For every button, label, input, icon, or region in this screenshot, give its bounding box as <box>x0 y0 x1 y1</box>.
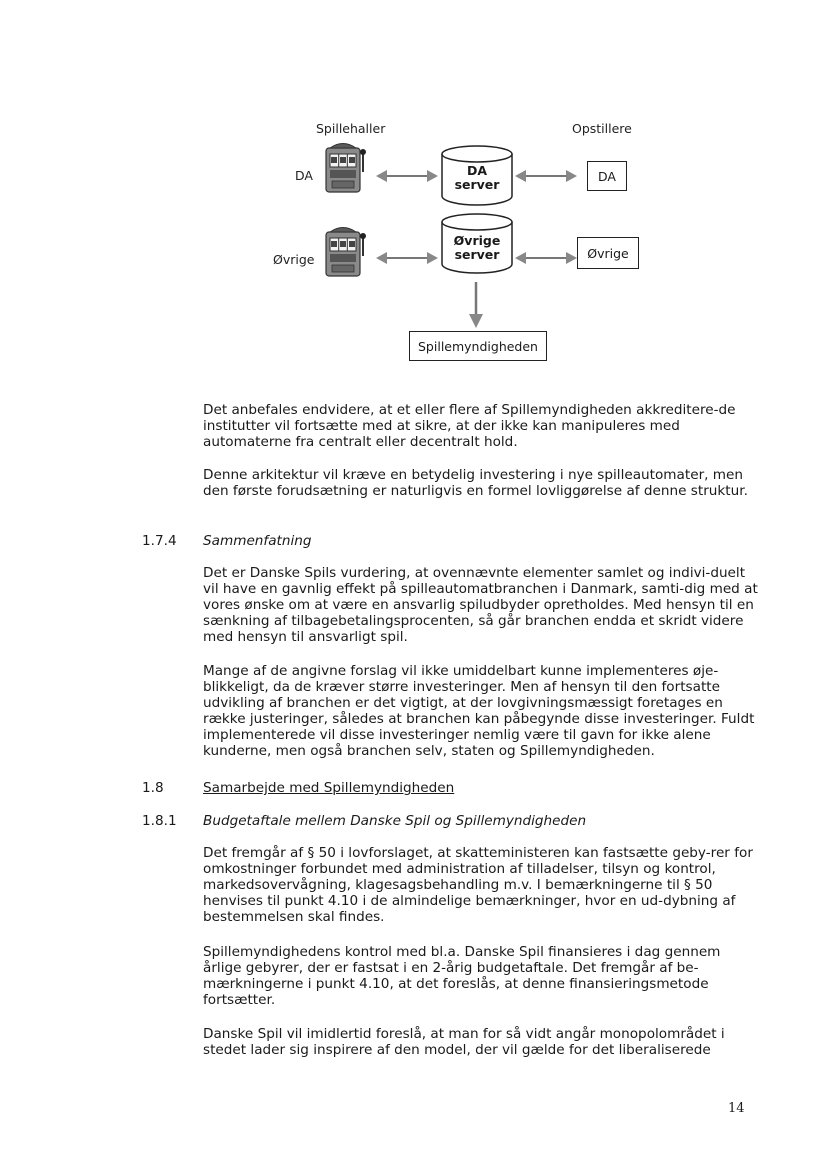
paragraph: Denne arkitektur vil kræve en betydelig investering i nye spilleautomater, men den første forudsætning er naturligvis en formel lovliggørelse af denne struktur. <box>203 467 748 499</box>
section-title: Sammenfatning <box>203 533 312 549</box>
paragraph: Det er Danske Spils vurdering, at ovennævnte elementer samlet og indivi-duelt vil have en gavnlig effekt på spilleautomatbranchen i Danmark, samti-dig med at vores ønske om at være en ansvarlig spiludbyder opretholdes. Med hensyn til en sænkning af tilbagebetalingsprocenten, så går branchen endda et skridt videre med hensyn til ansvarligt spil. <box>203 565 758 645</box>
page-number: 14 <box>728 1101 745 1116</box>
server-ovrige-label: Øvrige server <box>453 233 501 262</box>
row-label-ovrige: Øvrige <box>273 252 315 267</box>
paragraph: Det anbefales endvidere, at et eller flere af Spillemyndigheden akkreditere-de institutter vil fortsætte med at sikre, at der ikke kan manipuleres med automaterne fra centralt eller decentralt hold. <box>203 402 736 450</box>
double-arrow-icon <box>515 250 577 266</box>
opstiller-box-ovrige: Øvrige <box>577 237 639 269</box>
double-arrow-icon <box>376 168 438 184</box>
row-label-da: DA <box>295 168 313 183</box>
paragraph: Mange af de angivne forslag vil ikke umiddelbart kunne implementeres øje-blikkeligt, da de kræver større investeringer. Men af hensyn til den fortsatte udvikling af branchen er det vigtigt, at der lovgivningsmæssigt foretages en række justeringer, således at branchen kan påbegynde disse investeringer. Fuldt implementerede vil disse investeringer nemlig være til gavn for ikke alene kunderne, men også branchen selv, staten og Spillemyndigheden. <box>203 663 755 759</box>
double-arrow-icon <box>376 250 438 266</box>
opstiller-box-da: DA <box>587 161 627 191</box>
down-arrow-icon <box>467 282 485 328</box>
spillemyndigheden-box: Spillemyndigheden <box>409 331 547 361</box>
section-title: Samarbejde med Spillemyndigheden <box>203 780 455 796</box>
server-da-label: DA server <box>454 163 500 192</box>
paragraph: Danske Spil vil imidlertid foreslå, at man for så vidt angår monopolområdet i stedet lader sig inspirere af den model, der vil gælde for det liberaliserede <box>203 1026 725 1058</box>
paragraph: Det fremgår af § 50 i lovforslaget, at skatteministeren kan fastsætte geby-rer for omkostninger forbundet med administration af tilladelser, tilsyn og kontrol, markedsovervågning, klagesagsbehandling m.v. I bemærkningerne til § 50 henvises til punkt 4.10 i de almindelige bemærkninger, hvor en ud-dybning af bestemmelsen skal findes. <box>203 845 753 925</box>
section-number: 1.8 <box>142 780 164 796</box>
slot-machine-icon <box>322 224 370 280</box>
slot-machine-icon <box>322 140 370 196</box>
header-spillehaller: Spillehaller <box>316 121 386 136</box>
paragraph: Spillemyndighedens kontrol med bl.a. Danske Spil finansieres i dag gennem årlige gebyrer, der er fastsat i en 2-årig budgetaftale. Det fremgår af be-mærkningerne i punkt 4.10, at det foreslås, at denne finansieringsmetode fortsætter. <box>203 944 721 1008</box>
header-opstillere: Opstillere <box>572 121 632 136</box>
section-number: 1.7.4 <box>142 533 177 549</box>
double-arrow-icon <box>515 168 577 184</box>
section-title: Budgetaftale mellem Danske Spil og Spillemyndigheden <box>203 813 587 829</box>
section-number: 1.8.1 <box>142 813 177 829</box>
